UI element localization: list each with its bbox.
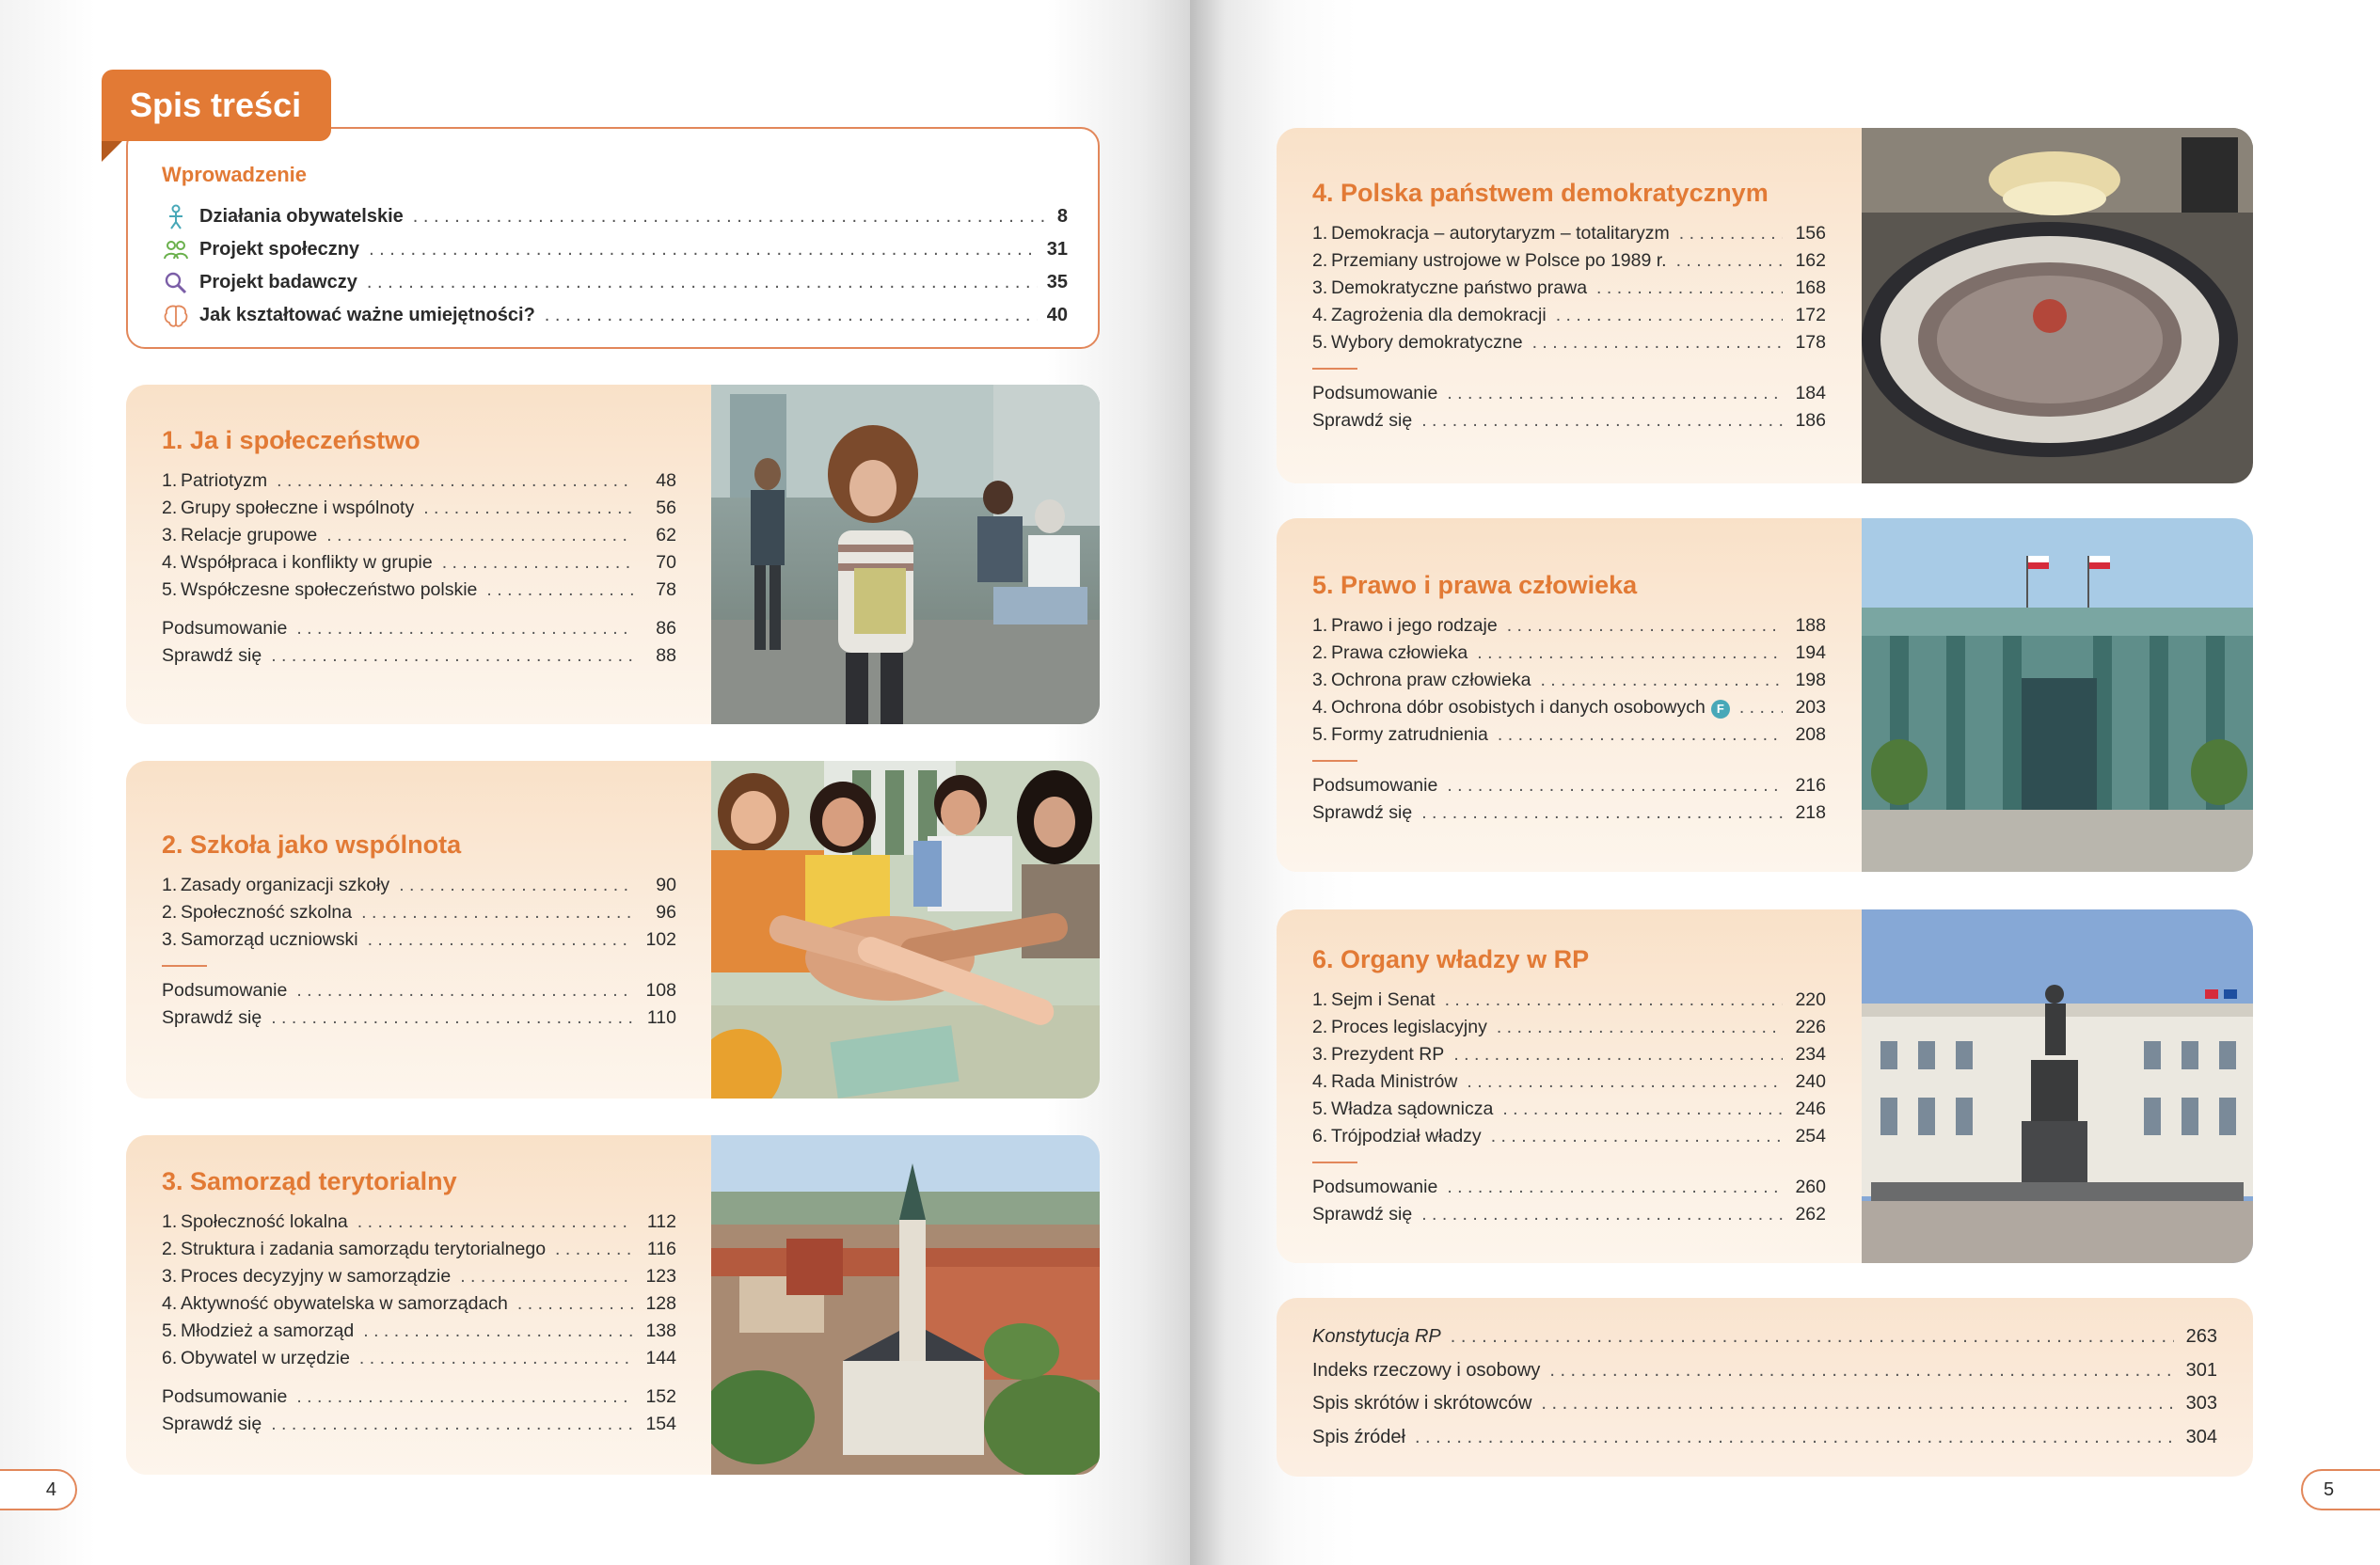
leader-dots [399, 875, 633, 896]
entry-number: 3. [1312, 277, 1328, 298]
toc-entry[interactable] [162, 902, 676, 929]
toc-entry[interactable] [162, 1211, 676, 1239]
leader-dots [1421, 1204, 1783, 1225]
entry-number: 6. [1312, 1126, 1328, 1146]
leader-dots [296, 618, 633, 640]
toc-entry[interactable] [1312, 1071, 1826, 1099]
toc-check[interactable] [1312, 410, 1826, 437]
entry-page: 218 [1795, 802, 1826, 823]
entry-number: 4. [1312, 305, 1328, 325]
leader-dots [1453, 1044, 1783, 1066]
entry-page: 56 [656, 498, 676, 518]
leader-dots [555, 1239, 633, 1260]
toc-summary[interactable] [162, 1386, 676, 1414]
leader-dots [1498, 724, 1783, 746]
page-number-right: 5 [2301, 1469, 2380, 1510]
leader-dots [1502, 1099, 1783, 1120]
toc-entry[interactable] [162, 1266, 676, 1293]
entry-number: 1. [162, 1211, 178, 1232]
leader-dots [1540, 670, 1783, 691]
leader-dots [423, 498, 633, 519]
brain-icon [162, 302, 190, 330]
intro-item-page: 8 [1056, 206, 1068, 227]
supreme-court-building-photo [1862, 518, 2253, 872]
chapter-card-4[interactable] [1277, 128, 2253, 483]
leader-dots [460, 1266, 633, 1288]
toc-check[interactable] [162, 1007, 676, 1035]
leader-dots [442, 552, 633, 574]
entry-label: Wybory demokratyczne [1331, 332, 1523, 353]
leader-dots [1447, 1177, 1783, 1198]
leader-dots [413, 206, 1048, 228]
students-outdoor-photo [711, 385, 1100, 724]
entry-page: 240 [1795, 1071, 1826, 1092]
intro-item-page: 31 [1046, 239, 1068, 260]
leader-dots [368, 929, 633, 951]
chapter-entries [162, 470, 676, 672]
entry-label: Podsumowanie [162, 1386, 288, 1407]
entry-page: 234 [1795, 1044, 1826, 1065]
entry-label: Sprawdź się [162, 1007, 262, 1028]
chapter-text [1277, 518, 1862, 872]
entry-page: 78 [656, 579, 676, 600]
entry-label: Młodzież a samorząd [181, 1320, 355, 1341]
chapter-entries [1312, 223, 1826, 437]
leader-dots [1447, 383, 1783, 404]
chapter-entries [1312, 989, 1826, 1231]
ref-entry-abbreviations[interactable] [1312, 1393, 2217, 1427]
entry-page: 162 [1795, 250, 1826, 271]
entry-number: 6. [162, 1348, 178, 1368]
entry-label: Demokracja – autorytaryzm – totalitaryzm [1331, 223, 1670, 244]
leader-dots [357, 1211, 633, 1233]
toc-entry[interactable] [1312, 724, 1826, 751]
entry-page: 152 [645, 1386, 676, 1407]
people-group-icon [162, 236, 190, 264]
entry-page: 226 [1795, 1017, 1826, 1037]
toc-check[interactable] [1312, 802, 1826, 830]
entry-number: 5. [1312, 332, 1328, 353]
leader-dots [271, 1007, 633, 1029]
intro-item-page: 40 [1046, 305, 1068, 325]
leader-dots [1549, 1360, 2174, 1382]
toc-entry[interactable] [1312, 332, 1826, 359]
entry-page: 304 [2185, 1426, 2217, 1447]
entry-page: 144 [645, 1348, 676, 1368]
page-number-left: 4 [0, 1469, 77, 1510]
entry-label: Struktura i zadania samorządu terytorialnego [181, 1239, 547, 1259]
entry-label: Zagrożenia dla demokracji [1331, 305, 1547, 325]
leader-dots [1596, 277, 1783, 299]
intro-item-label: Działania obywatelskie [199, 206, 404, 227]
chapter-card-1[interactable] [126, 385, 1100, 724]
toc-summary[interactable] [1312, 1177, 1826, 1204]
divider [162, 610, 207, 612]
leader-dots [517, 1293, 633, 1315]
intro-item-research-project[interactable] [162, 266, 1068, 299]
toc-entry[interactable] [162, 470, 676, 498]
toc-entry[interactable] [1312, 277, 1826, 305]
entry-label: Proces legislacyjny [1331, 1017, 1487, 1037]
stacked-hands-photo [711, 761, 1100, 1099]
intro-item-label: Projekt społeczny [199, 239, 360, 260]
entry-page: 262 [1795, 1204, 1826, 1225]
entry-label: Sprawdź się [1312, 802, 1413, 823]
entry-page: 178 [1795, 332, 1826, 353]
chapter-card-5[interactable] [1277, 518, 2253, 872]
toc-entry[interactable] [162, 579, 676, 607]
entry-label: Prawa człowieka [1331, 642, 1468, 663]
entry-page: 172 [1795, 305, 1826, 325]
leader-dots [296, 980, 633, 1002]
intro-box [126, 127, 1100, 349]
ref-entry-index[interactable] [1312, 1360, 2217, 1394]
entry-page: 110 [646, 1007, 676, 1028]
entry-label: Społeczność szkolna [181, 902, 353, 923]
leader-dots [545, 305, 1038, 326]
entry-label: Obywatel w urzędzie [181, 1348, 350, 1368]
entry-page: 123 [645, 1266, 676, 1287]
entry-label: Indeks rzeczowy i osobowy [1312, 1359, 1541, 1381]
leader-dots [1679, 223, 1783, 245]
toc-check[interactable] [162, 1414, 676, 1441]
entry-number: 4. [162, 552, 178, 573]
entry-number: 4. [1312, 697, 1328, 718]
entry-page: 186 [1795, 410, 1826, 431]
chapter-card-6[interactable] [1277, 909, 2253, 1263]
chapter-text [1277, 909, 1862, 1263]
entry-number: 5. [1312, 1099, 1328, 1119]
toc-summary[interactable] [1312, 383, 1826, 410]
entry-page: 96 [656, 902, 676, 923]
entry-label: Prawo i jego rodzaje [1331, 615, 1498, 636]
chapter-text [126, 761, 712, 1099]
leader-dots [296, 1386, 633, 1408]
entry-label: Trójpodział władzy [1331, 1126, 1482, 1146]
entry-label: Podsumowanie [162, 618, 288, 639]
divider [1312, 760, 1357, 762]
chapter-title: 3. Samorząd terytorialny [162, 1167, 457, 1195]
entry-page: 70 [656, 552, 676, 573]
entry-page: 112 [646, 1211, 676, 1232]
chapter-text [1277, 128, 1862, 483]
divider [162, 1379, 207, 1381]
entry-label: Spis źródeł [1312, 1426, 1405, 1447]
toc-check[interactable] [1312, 1204, 1826, 1231]
entry-label: Samorząd uczniowski [181, 929, 358, 950]
entry-label: Współczesne społeczeństwo polskie [181, 579, 478, 600]
toc-entry[interactable] [1312, 615, 1826, 642]
toc-entry[interactable] [162, 498, 676, 525]
chapter-title: 4. Polska państwem demokratycznym [1312, 179, 1769, 207]
leader-dots [1477, 642, 1783, 664]
magnifier-icon [162, 269, 190, 297]
toc-check[interactable] [162, 645, 676, 672]
entry-page: 128 [645, 1293, 676, 1314]
chapter-title: 1. Ja i społeczeństwo [162, 426, 420, 454]
toc-summary[interactable] [162, 618, 676, 645]
chapter-entries [162, 875, 676, 1035]
entry-label: Sprawdź się [162, 1414, 262, 1434]
presidential-palace-photo [1862, 909, 2253, 1263]
entry-label: Grupy społeczne i wspólnoty [181, 498, 415, 518]
leader-dots [1556, 305, 1783, 326]
entry-label: Zasady organizacji szkoły [181, 875, 390, 895]
entry-number: 3. [162, 929, 178, 950]
entry-number: 2. [1312, 1017, 1328, 1037]
leader-dots [367, 272, 1038, 293]
entry-label: Sprawdź się [1312, 410, 1413, 431]
ref-entry-constitution[interactable] [1312, 1326, 2217, 1360]
toc-entry[interactable] [1312, 670, 1826, 697]
entry-page: 48 [656, 470, 676, 491]
toc-entry[interactable] [162, 1348, 676, 1375]
leader-dots [1507, 615, 1783, 637]
divider [1312, 368, 1357, 370]
leader-dots [1451, 1326, 2174, 1348]
toc-entry[interactable] [162, 1320, 676, 1348]
entry-page: 116 [646, 1239, 676, 1259]
leader-dots [326, 525, 633, 546]
toc-entry[interactable] [1312, 989, 1826, 1017]
intro-item-social-project[interactable] [162, 233, 1068, 266]
chapter-title: 5. Prawo i prawa człowieka [1312, 571, 1638, 599]
entry-page: 154 [645, 1414, 676, 1434]
entry-page: 184 [1795, 383, 1826, 403]
entry-page: 254 [1795, 1126, 1826, 1146]
entry-number: 5. [162, 579, 178, 600]
entry-number: 1. [1312, 989, 1328, 1010]
toc-entry[interactable] [162, 875, 676, 902]
leader-dots [1491, 1126, 1783, 1147]
entry-label: Podsumowanie [1312, 1177, 1438, 1197]
entry-page: 90 [656, 875, 676, 895]
entry-page: 216 [1795, 775, 1826, 796]
leader-dots [271, 645, 633, 667]
entry-page: 208 [1795, 724, 1826, 745]
entry-page: 62 [656, 525, 676, 545]
town-hall-aerial-photo [711, 1135, 1100, 1475]
leader-dots [1445, 989, 1783, 1011]
leader-dots [271, 1414, 633, 1435]
entry-page: 263 [2185, 1326, 2217, 1347]
entry-label: Podsumowanie [162, 980, 288, 1001]
leader-dots [363, 1320, 633, 1342]
leader-dots [359, 1348, 633, 1369]
chapter-text [126, 1135, 712, 1475]
entry-label: Podsumowanie [1312, 383, 1438, 403]
entry-page: 198 [1795, 670, 1826, 690]
leader-dots [1421, 410, 1783, 432]
leader-dots [369, 239, 1038, 261]
leader-dots [1541, 1393, 2174, 1415]
toc-entry[interactable] [1312, 1126, 1826, 1153]
divider [1312, 1162, 1357, 1163]
leader-dots [1497, 1017, 1783, 1038]
entry-number: 3. [162, 525, 178, 545]
entry-number: 5. [1312, 724, 1328, 745]
entry-label: Rada Ministrów [1331, 1071, 1458, 1092]
entry-page: 86 [656, 618, 676, 639]
leader-dots [1421, 802, 1783, 824]
entry-number: 3. [162, 1266, 178, 1287]
chapter-card-2[interactable] [126, 761, 1100, 1099]
chapter-entries [1312, 615, 1826, 830]
toc-entry[interactable] [1312, 1017, 1826, 1044]
divider [162, 965, 207, 967]
entry-label: Ochrona praw człowieka [1331, 670, 1531, 690]
toc-summary[interactable] [1312, 775, 1826, 802]
leader-dots [1676, 250, 1783, 272]
entry-label: Przemiany ustrojowe w Polsce po 1989 r. [1331, 250, 1667, 271]
entry-number: 4. [1312, 1071, 1328, 1092]
leader-dots [1467, 1071, 1783, 1093]
entry-page: 301 [2185, 1359, 2217, 1381]
intro-item-civic[interactable] [162, 200, 1068, 233]
intro-item-label: Jak kształtować ważne umiejętności? [199, 305, 535, 325]
entry-number: 1. [162, 470, 178, 491]
entry-label: Władza sądownicza [1331, 1099, 1494, 1119]
entry-page: 88 [656, 645, 676, 666]
entry-page: 220 [1795, 989, 1826, 1010]
round-table-photo [1862, 128, 2253, 483]
entry-page: 194 [1795, 642, 1826, 663]
leader-dots [1532, 332, 1783, 354]
toc-entry[interactable] [162, 552, 676, 579]
entry-page: 260 [1795, 1177, 1826, 1197]
entry-label: Sprawdź się [1312, 1204, 1413, 1225]
chapter-text [126, 385, 712, 724]
entry-label: Konstytucja RP [1312, 1326, 1441, 1347]
entry-label: Sejm i Senat [1331, 989, 1436, 1010]
leader-dots [361, 902, 633, 924]
entry-number: 1. [1312, 615, 1328, 636]
toc-title: Spis treści [102, 70, 331, 141]
leader-dots [1447, 775, 1783, 797]
entry-page: 188 [1795, 615, 1826, 636]
entry-label: Podsumowanie [1312, 775, 1438, 796]
leader-dots [486, 579, 633, 601]
toc-entry[interactable] [162, 1239, 676, 1266]
entry-label: Formy zatrudnienia [1331, 724, 1488, 745]
toc-entry[interactable] [162, 929, 676, 956]
entry-number: 2. [162, 498, 178, 518]
entry-label: Aktywność obywatelska w samorządach [181, 1293, 508, 1314]
entry-label: Proces decyzyjny w samorządzie [181, 1266, 452, 1287]
entry-page: 246 [1795, 1099, 1826, 1119]
entry-number: 5. [162, 1320, 178, 1341]
toc-entry[interactable] [162, 1293, 676, 1320]
entry-page: 303 [2185, 1393, 2217, 1414]
person-hand-icon [162, 203, 190, 231]
entry-label: Patriotyzm [181, 470, 268, 491]
entry-label: Społeczność lokalna [181, 1211, 348, 1232]
entry-number: 3. [1312, 1044, 1328, 1065]
entry-number: 4. [162, 1293, 178, 1314]
intro-item-skills[interactable] [162, 299, 1068, 332]
leader-dots [1415, 1427, 2174, 1448]
entry-page: 102 [645, 929, 676, 950]
f-badge-icon: F [1711, 700, 1730, 719]
entry-number: 2. [162, 902, 178, 923]
chapter-entries [162, 1211, 676, 1441]
entry-label: Prezydent RP [1331, 1044, 1445, 1065]
toc-entry[interactable] [1312, 1044, 1826, 1071]
entry-number: 3. [1312, 670, 1328, 690]
entry-label: Ochrona dóbr osobistych i danych osobowych [1331, 697, 1706, 718]
intro-heading: Wprowadzenie [162, 163, 308, 186]
toc-entry[interactable] [1312, 250, 1826, 277]
entry-page: 203 [1795, 697, 1826, 718]
entry-label: Sprawdź się [162, 645, 262, 666]
references-box [1277, 1298, 2253, 1477]
toc-entry[interactable] [1312, 697, 1826, 724]
intro-item-page: 35 [1046, 272, 1068, 292]
toc-summary[interactable] [162, 980, 676, 1007]
entry-label: Spis skrótów i skrótowców [1312, 1393, 1532, 1414]
entry-label: Współpraca i konflikty w grupie [181, 552, 433, 573]
entry-number: 2. [1312, 642, 1328, 663]
entry-page: 168 [1795, 277, 1826, 298]
toc-entry[interactable] [1312, 223, 1826, 250]
entry-number: 1. [1312, 223, 1328, 244]
chapter-title: 6. Organy władzy w RP [1312, 945, 1590, 973]
chapter-card-3[interactable] [126, 1135, 1100, 1475]
entry-page: 138 [645, 1320, 676, 1341]
leader-dots [277, 470, 633, 492]
chapter-title: 2. Szkoła jako wspólnota [162, 830, 462, 859]
entry-page: 108 [645, 980, 676, 1001]
entry-number: 1. [162, 875, 178, 895]
entry-number: 2. [1312, 250, 1328, 271]
entry-page: 156 [1795, 223, 1826, 244]
entry-label: Demokratyczne państwo prawa [1331, 277, 1588, 298]
intro-item-label: Projekt badawczy [199, 272, 357, 292]
toc-entry[interactable] [162, 525, 676, 552]
toc-entry[interactable] [1312, 305, 1826, 332]
toc-entry[interactable] [1312, 642, 1826, 670]
entry-label: Relacje grupowe [181, 525, 318, 545]
toc-entry[interactable] [1312, 1099, 1826, 1126]
leader-dots [1739, 697, 1783, 719]
ref-entry-sources[interactable] [1312, 1427, 2217, 1461]
entry-number: 2. [162, 1239, 178, 1259]
